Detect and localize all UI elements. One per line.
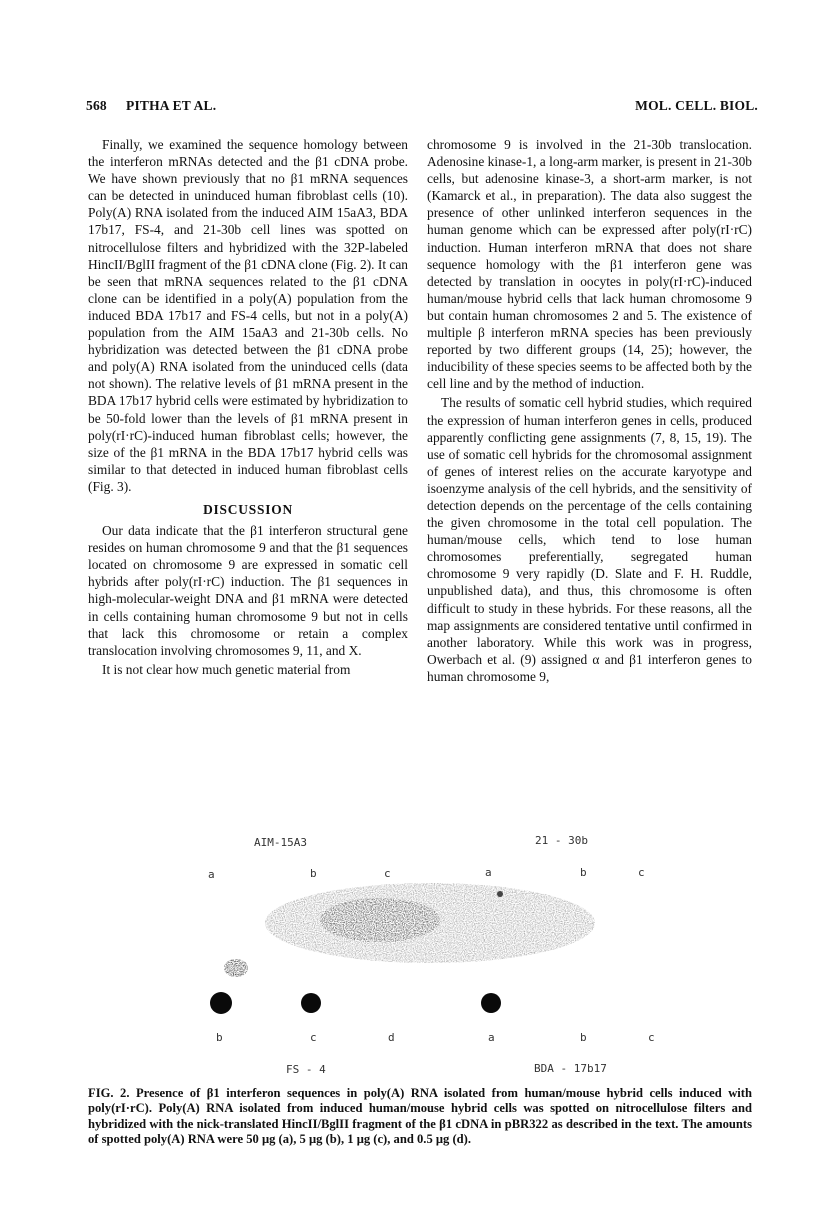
hybridization-dot-fs4-c bbox=[301, 993, 321, 1013]
paragraph: Our data indicate that the β1 interferon structural gene resides on human chromosome 9 and that the β1 sequences located on chromosome 9 are expressed in somatic cell hybrids after poly(rI·rC) induction. The β1 sequences in high-molecular-weight DNA and β1 mRNA were detected in cells containing human chromosome 9 but not in cells that lack this chromosome or retain a complex translocation involving chromosomes 9, 11, and X. bbox=[88, 523, 408, 658]
label-aim-15a3: AIM-15A3 bbox=[254, 836, 307, 849]
label-bda-17b17: BDA - 17b17 bbox=[534, 1062, 607, 1075]
lane-letter: b bbox=[310, 867, 317, 880]
section-heading-discussion: DISCUSSION bbox=[203, 501, 293, 517]
faint-spot bbox=[497, 891, 503, 897]
lane-letter: b bbox=[580, 866, 587, 879]
figure-2-dot-blot bbox=[200, 828, 660, 1080]
running-authors: PITHA ET AL. bbox=[126, 98, 217, 113]
lane-letter: a bbox=[485, 866, 492, 879]
left-column bbox=[88, 136, 408, 678]
dot-blot-image bbox=[200, 828, 660, 1080]
running-header bbox=[86, 98, 758, 118]
lane-letter: c bbox=[648, 1031, 655, 1044]
hybridization-dot-fs4-b bbox=[210, 992, 232, 1014]
lane-letter: c bbox=[384, 867, 391, 880]
lane-letter: b bbox=[580, 1031, 587, 1044]
label-fs-4: FS - 4 bbox=[286, 1063, 326, 1076]
lane-letter: d bbox=[388, 1031, 395, 1044]
lane-letter: c bbox=[638, 866, 645, 879]
paragraph: chromosome 9 is involved in the 21-30b translocation. Adenosine kinase-1, a long-arm marker, is present in 21-30b cells, but adenosine kinase-3, a short-arm marker, is not (Kamarck et al., in preparation). The data also suggest the presence of other unlinked interferon sequences in the human genome which can be expressed after poly(rI·rC) induction. Human interferon mRNA that does not share sequence homology with the β1 interferon gene was detected by translation in oocytes in poly(rI·rC)-induced human/mouse hybrid cells that lack human chromosome 9 but contain human chromosomes 2 and 5. The existence of multiple β interferon mRNA species has been previously reported by two different groups (14, 25); however, the inducibility of these species seems to be affected both by the cell line and by the method of induction. bbox=[427, 137, 752, 392]
lane-letter: b bbox=[216, 1031, 223, 1044]
page-number: 568 bbox=[86, 98, 107, 113]
figure-caption: FIG. 2. Presence of β1 interferon sequences in poly(A) RNA isolated from human/mouse hybrid cells induced with poly(rI·rC). Poly(A) RNA isolated from induced human/mouse hybrid cells was spotted on nitrocellulose filters and hybridized with the nick-translated HincII/BglII fragment of the β1 cDNA in pBR322 as described in the text. The amounts of spotted poly(A) RNA were 50 μg (a), 5 μg (b), 1 μg (c), and 0.5 μg (d). bbox=[88, 1086, 752, 1147]
smudge-spot bbox=[224, 959, 248, 977]
background-smear-dense bbox=[320, 898, 440, 942]
journal-name: MOL. CELL. BIOL. bbox=[635, 98, 758, 113]
paragraph: Finally, we examined the sequence homology between the interferon mRNAs detected and the β1 cDNA probe. We have shown previously that no β1 mRNA sequences can be detected in uninduced human fibroblast cells (10). Poly(A) RNA isolated from the induced AIM 15aA3, BDA 17b17, FS-4, and 21-30b cell lines was spotted on nitrocellulose filters and hybridized with the 32P-labeled HincII/BglII fragment of the β1 cDNA clone (Fig. 2). It can be seen that mRNA sequences related to the β1 cDNA clone can be identified in a poly(A) population from the induced BDA 17b17 and FS-4 cells, but not in a poly(A) population from the AIM 15aA3 and 21-30b cells. No hybridization was detected between the β1 cDNA probe and poly(A) RNA isolated from the uninduced cells (data not shown). The relative levels of β1 mRNA present in the BDA 17b17 hybrid cells were estimated by hybridization to be 50-fold lower than the levels of β1 mRNA present in poly(rI·rC)-induced human fibroblast cells; however, the size of the β1 mRNA in the BDA 17b17 hybrid cells was similar to that detected in induced human fibroblast cells (Fig. 3). bbox=[88, 137, 408, 494]
lane-letter: c bbox=[310, 1031, 317, 1044]
label-21-30b: 21 - 30b bbox=[535, 834, 588, 847]
paragraph: The results of somatic cell hybrid studies, which required the expression of human interferon genes in cells, produced apparently conflicting gene assignments (7, 8, 15, 19). The use of somatic cell hybrids for the chromosomal assignment of genes of interest relies on the accurate karyotype and isoenzyme analysis of the cell hybrids, and the sensitivity of detection depends on the percentage of the cells containing the given chromosome in the total cell population. The human/mouse cells, which tend to lose human chromosomes preferentially, segregated human chromosome 9 very rapidly (D. Slate and F. H. Ruddle, unpublished data), and thus, this chromosome is often difficult to study in these hybrids. For these reasons, all the map assignments are considered tentative until confirmed in another laboratory. While this work was in progress, Owerbach et al. (9) assigned α and β1 interferon genes to human chromosome 9, bbox=[427, 395, 752, 684]
right-column bbox=[427, 136, 752, 685]
lane-letter: a bbox=[488, 1031, 495, 1044]
lane-letter: a bbox=[208, 868, 215, 881]
paragraph: It is not clear how much genetic material from bbox=[102, 661, 351, 677]
hybridization-dot-bda-a bbox=[481, 993, 501, 1013]
